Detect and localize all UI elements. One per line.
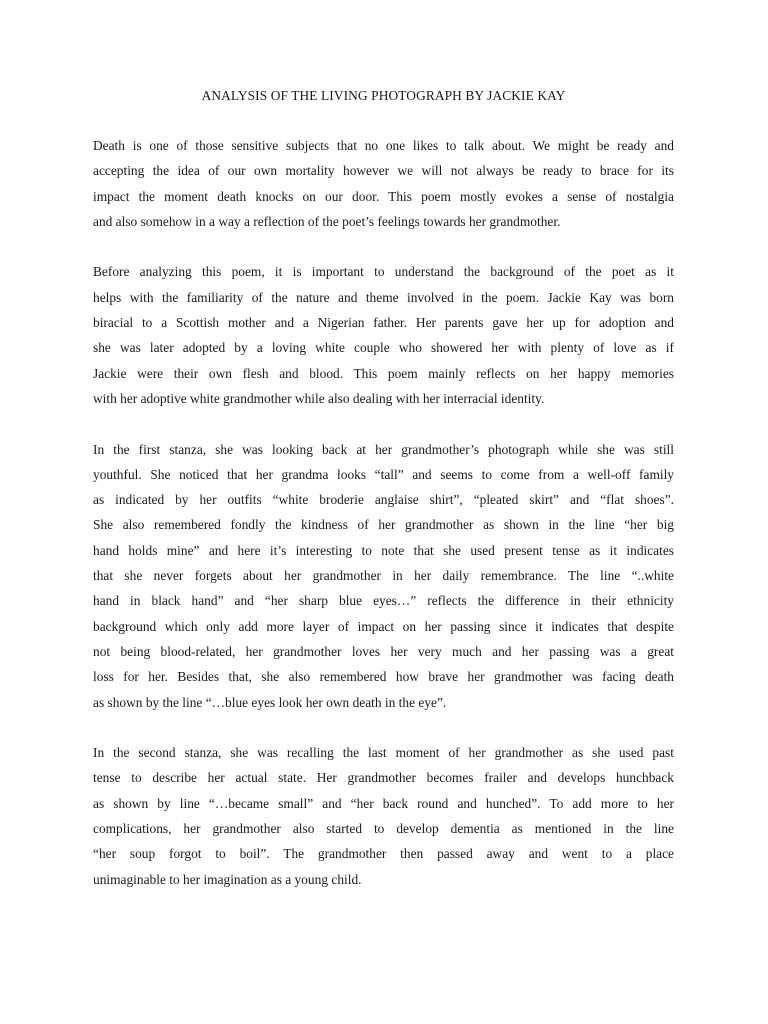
paragraph-line: biracial to a Scottish mother and a Nigerian father. Her parents gave her up for adoption and bbox=[93, 315, 674, 331]
paragraph-line: She also remembered fondly the kindness of her grandmother as shown in the line “her big bbox=[93, 517, 674, 533]
paragraph-line: and also somehow in a way a reflection of the poet’s feelings towards her grandmother. bbox=[93, 213, 561, 229]
paragraph-line: hand in black hand” and “her sharp blue eyes…” reflects the difference in their ethnicity bbox=[93, 593, 674, 609]
paragraph-line: helps with the familiarity of the nature and theme involved in the poem. Jackie Kay was born bbox=[93, 289, 674, 305]
paragraph-line: “her soup forgot to boil”. The grandmother then passed away and went to a place bbox=[93, 846, 674, 862]
paragraph-line: Death is one of those sensitive subjects that no one likes to talk about. We might be ready and bbox=[93, 138, 674, 153]
paragraph-line: complications, her grandmother also started to develop dementia as mentioned in the line bbox=[93, 821, 674, 837]
paragraph-line: unimaginable to her imagination as a young child. bbox=[93, 871, 362, 887]
paragraph-line: hand holds mine” and here it’s interesting to note that she used present tense as it indicates bbox=[93, 542, 674, 558]
paragraph-2 bbox=[93, 259, 674, 411]
paragraph-line: In the second stanza, she was recalling the last moment of her grandmother as she used past bbox=[93, 745, 674, 761]
paragraph-4 bbox=[93, 740, 674, 892]
paragraph-line: Before analyzing this poem, it is important to understand the background of the poet as it bbox=[93, 264, 674, 280]
document-page bbox=[93, 86, 674, 917]
paragraph-1 bbox=[93, 133, 674, 234]
paragraph-line: as shown by line “…became small” and “her back round and hunched”. To add more to her bbox=[93, 795, 674, 811]
paragraph-line: Jackie were their own flesh and blood. This poem mainly reflects on her happy memories bbox=[93, 365, 674, 381]
paragraph-line: In the first stanza, she was looking back at her grandmother’s photograph while she was still bbox=[93, 441, 674, 457]
paragraph-line: youthful. She noticed that her grandma looks “tall” and seems to come from a well-off family bbox=[93, 466, 674, 482]
paragraph-line: as shown by the line “…blue eyes look her own death in the eye”. bbox=[93, 694, 447, 710]
paragraph-line: she was later adopted by a loving white couple who showered her with plenty of love as if bbox=[93, 340, 674, 356]
paragraph-line: impact the moment death knocks on our door. This poem mostly evokes a sense of nostalgia bbox=[93, 188, 674, 204]
paragraph-line: background which only add more layer of impact on her passing since it indicates that despite bbox=[93, 618, 674, 634]
paragraph-line: not being blood-related, her grandmother loves her very much and her passing was a great bbox=[93, 643, 674, 659]
paragraph-line: tense to describe her actual state. Her grandmother becomes frailer and develops hunchback bbox=[93, 770, 674, 786]
paragraph-line: accepting the idea of our own mortality however we will not always be ready to brace for its bbox=[93, 163, 674, 179]
paragraph-line: with her adoptive white grandmother while also dealing with her interracial identity. bbox=[93, 390, 545, 406]
paragraph-line: that she never forgets about her grandmother in her daily remembrance. The line “..white bbox=[93, 568, 674, 584]
paragraph-line: as indicated by her outfits “white broderie anglaise shirt”, “pleated skirt” and “flat shoes”. bbox=[93, 492, 674, 508]
paragraph-3 bbox=[93, 437, 674, 715]
document-title: ANALYSIS OF THE LIVING PHOTOGRAPH BY JACKIE KAY bbox=[201, 88, 566, 103]
paragraph-line: loss for her. Besides that, she also remembered how brave her grandmother was facing death bbox=[93, 669, 674, 685]
